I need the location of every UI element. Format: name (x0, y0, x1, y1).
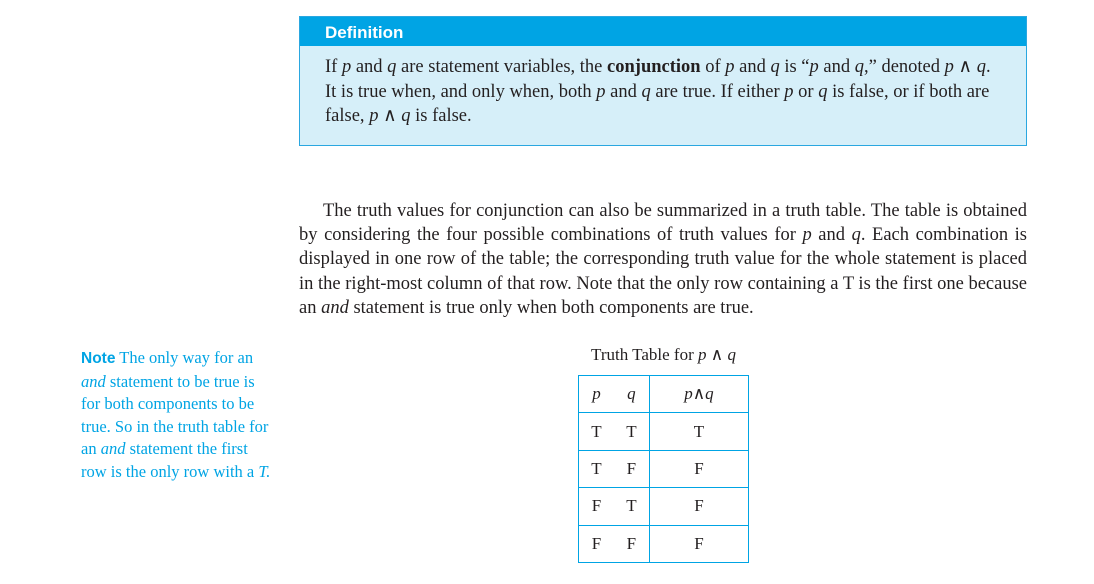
definition-text: If p and q are statement variables, the conjunction of p and q is “p and q,” denoted p ∧ q. It is true when, and only when, both p and q are true. If either p or q is false, or if both are false, p ∧ q is false. (325, 57, 991, 126)
table-cell: F (579, 525, 614, 562)
column-header-p-and-q: p∧q (649, 376, 748, 413)
table-row (579, 450, 749, 487)
column-header-q: q (614, 376, 649, 413)
table-cell: F (649, 488, 748, 525)
table-cell: T (579, 413, 614, 450)
table-header-row (579, 376, 749, 413)
table-cell: F (614, 450, 649, 487)
table-cell: T (614, 488, 649, 525)
column-header-p: p (579, 376, 614, 413)
definition-heading: Definition (300, 17, 1026, 46)
table-cell: F (649, 450, 748, 487)
definition-box (299, 16, 1027, 146)
table-row (579, 525, 749, 562)
table-cell: T (579, 450, 614, 487)
truth-table (578, 375, 749, 563)
table-row (579, 488, 749, 525)
table-cell: T (649, 413, 748, 450)
body-paragraph: The truth values for conjunction can also be summarized in a truth table. The table is obtained by considering the four possible combinations of truth values for p and q. Each combination is displayed in one row of the table; the corresponding truth value for the whole statement is placed in the right-most column of that row. Note that the only row containing a T is the first one because an and statement is true only when both components are true. (299, 201, 1027, 318)
table-cell: F (614, 525, 649, 562)
table-row (579, 413, 749, 450)
truth-table-caption: Truth Table for p ∧ q (591, 345, 736, 364)
table-cell: F (579, 488, 614, 525)
note-label: Note (81, 350, 116, 367)
term-conjunction: conjunction (607, 57, 701, 77)
table-cell: F (649, 525, 748, 562)
margin-note: Note The only way for an and statement to be true is for both components to be true. So in the truth table for an and statement the first row is the only row with a T. (81, 348, 271, 481)
table-cell: T (614, 413, 649, 450)
